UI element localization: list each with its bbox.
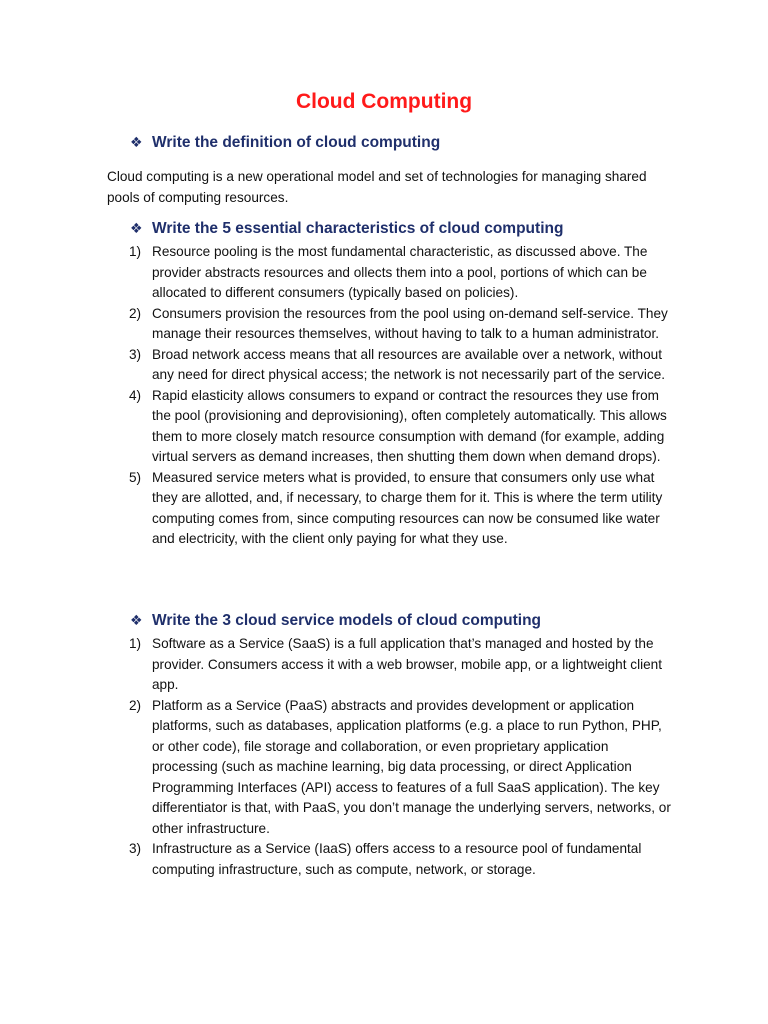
list-item [107, 839, 672, 880]
list-item [107, 634, 672, 696]
section-heading-definition [130, 134, 440, 152]
service-models-list [107, 634, 672, 880]
list-item [107, 242, 672, 304]
list-item-number: 1) [129, 244, 142, 259]
list-item-text: Software as a Service (SaaS) is a full application that’s managed and hosted by the provider. Consumers access it with a web browser, mobile app, or a lightweight client app. [152, 636, 663, 692]
section-heading-text: Write the definition of cloud computing [152, 134, 441, 151]
list-item-number: 1) [129, 636, 142, 651]
list-item [107, 345, 672, 386]
list-item-number: 5) [129, 469, 142, 485]
diamond-bullet-icon: ❖ [130, 220, 143, 236]
list-item-text: Platform as a Service (PaaS) abstracts and provides development or application platforms, such as databases, application platforms (e.g. a place to run Python, PHP, or other code), file storage and collaboration, or even proprietary application processing (such as machine learning, big data processing, or direct Application Programming Interfaces (API) access to features of a full SaaS application). The key differentiator is that, with PaaS, you don’t manage the underlying servers, networks, or other infrastructure. [152, 697, 671, 836]
section-heading-characteristics [130, 220, 563, 238]
page-title: Cloud Computing [295, 90, 473, 113]
list-item-text: Infrastructure as a Service (IaaS) offers access to a resource pool of fundamental computing infrastructure, such as compute, network, or storage. [152, 841, 642, 877]
list-item-text: Resource pooling is the most fundamental characteristic, as discussed above. The provider abstracts resources and ollects them into a pool, portions of which can be allocated to different consumers (typically based on policies). [152, 244, 648, 300]
list-item-text: Consumers provision the resources from the pool using on-demand self-service. They manage their resources themselves, without having to talk to a human administrator. [152, 305, 668, 341]
list-item-number: 3) [129, 841, 142, 856]
list-item-text: Rapid elasticity allows consumers to expand or contract the resources they use from the pool (provisioning and deprovisioning), often completely automatically. This allows them to more closely match resource consumption with demand (for example, adding virtual servers as demand increases, then shutting them down when demand drops). [152, 387, 667, 464]
list-item-number: 2) [129, 697, 142, 713]
diamond-bullet-icon: ❖ [130, 612, 143, 628]
section-heading-text: Write the 3 cloud service models of cloud computing [152, 612, 541, 629]
diamond-bullet-icon: ❖ [130, 134, 143, 150]
list-item-number: 2) [129, 305, 142, 321]
characteristics-list [107, 242, 672, 550]
list-item-number: 3) [129, 346, 142, 362]
definition-paragraph: Cloud computing is a new operational model and set of technologies for managing shared pools of computing resources. [107, 169, 647, 205]
list-item [107, 468, 672, 550]
section-heading-text: Write the 5 essential characteristics of cloud computing [152, 220, 564, 237]
list-item [107, 304, 672, 345]
list-item-text: Measured service meters what is provided, to ensure that consumers only use what they are allotted, and, if necessary, to charge them for it. This is where the term utility computing comes from, since computing resources can now be consumed like water and electricity, with the client only paying for what they use. [152, 469, 663, 546]
list-item [107, 696, 672, 840]
list-item-text: Broad network access means that all resources are available over a network, without any need for direct physical access; the network is not necessarily part of the service. [152, 346, 666, 382]
section-heading-service-models [130, 612, 541, 630]
list-item-number: 4) [129, 387, 142, 403]
list-item [107, 386, 672, 468]
